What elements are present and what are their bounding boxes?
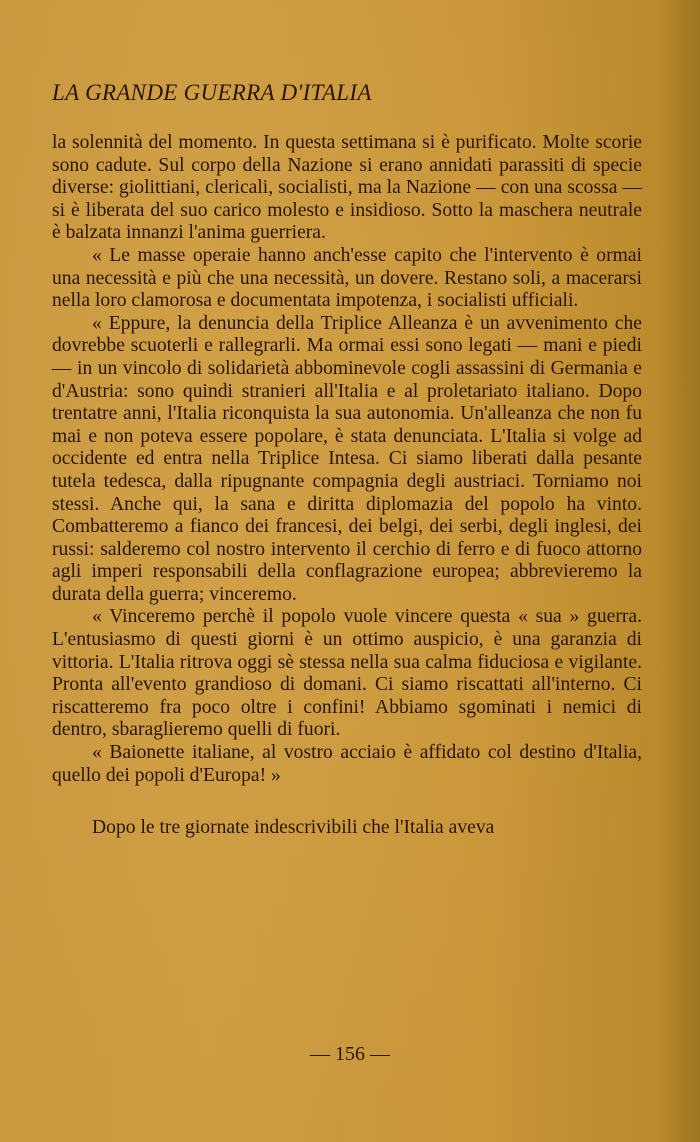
paragraph: « Le masse operaie hanno anch'esse capito che l'intervento è ormai una necessità e più che una necessità, un dovere. Restano soli, a macerarsi nella loro clamorosa e documentata impotenza, i socialisti ufficiali.	[52, 244, 642, 312]
paragraph: Dopo le tre giornate indescrivibili che l'Italia aveva	[92, 817, 495, 839]
paragraph: « Baionette italiane, al vostro acciaio è affidato col destino d'Italia, quello dei popoli d'Europa! »	[52, 742, 642, 786]
paragraph: « Vinceremo perchè il popolo vuole vincere questa « sua » guerra. L'entusiasmo di questi giorni è un ottimo auspicio, è una garanzia di vittoria. L'Italia ritrova oggi sè stessa nella sua calma fiduciosa e vigilante. Pronta all'evento grandioso di domani. Ci siamo riscattati all'interno. Ci riscatteremo fra poco oltre i confini! Abbiamo sgominati i nemici di dentro, sbaraglieremo quelli di fuori.	[52, 606, 642, 741]
running-head: LA GRANDE GUERRA D'ITALIA	[52, 80, 372, 105]
page-number: — 156 —	[310, 1043, 390, 1065]
paragraph: la solennità del momento. In questa settimana si è purificato. Molte scorie sono cadute. Sul corpo della Nazione si erano annidati parassiti di specie diverse: giolittiani, clericali, socialisti, ma la Nazione — con una scossa — si è liberata del suo carico molesto e insidioso. Sotto la maschera neutrale è balzata innanzi l'anima guerriera.	[52, 132, 642, 244]
body-text	[52, 132, 642, 840]
paragraph: « Eppure, la denuncia della Triplice Alleanza è un avvenimento che dovrebbe scuoterli e rallegrarli. Ma ormai essi sono legati — mani e piedi — in un vincolo di solidarietà abbominevole cogli assassini di Germania e d'Austria: sono quindi stranieri all'Italia e al proletariato italiano. Dopo trentatre anni, l'Italia riconquista la sua autonomia. Un'alleanza che non fu mai e non poteva essere popolare, è stata denunciata. L'Italia si volge ad occidente ed entra nella Triplice Intesa. Ci siamo liberati dalla pesante tutela tedesca, dalla ripugnante compagnia degli austriaci. Torniamo noi stessi. Anche qui, la sana e diritta diplomazia del popolo ha vinto. Combatteremo a fianco dei francesi, dei belgi, dei serbi, degli inglesi, dei russi: salderemo col nostro intervento il cerchio di ferro e di fuoco attorno agli imperi responsabili della conflagrazione europea; abbrevieremo la durata della guerra; vinceremo.	[52, 312, 642, 605]
